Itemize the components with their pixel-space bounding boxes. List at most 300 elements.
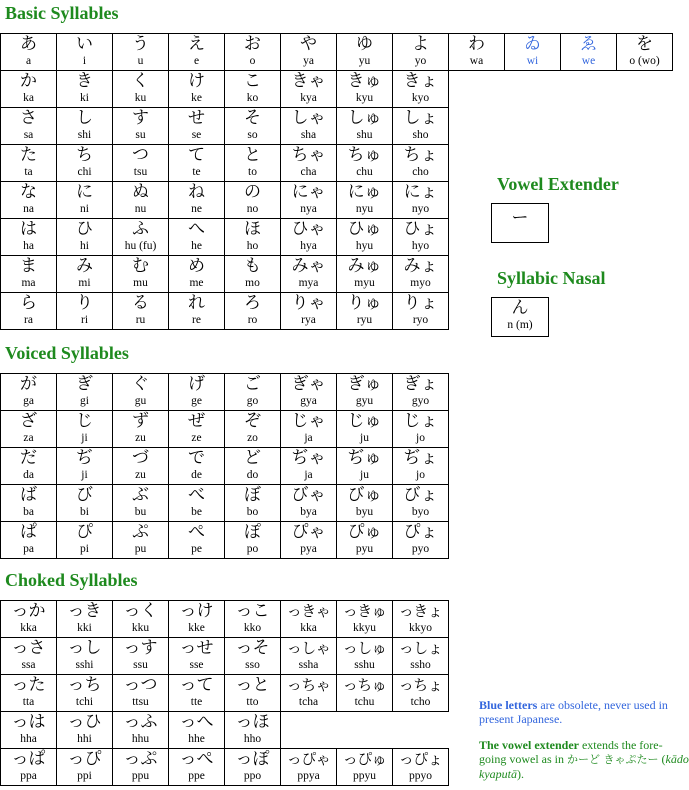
romaji: myu xyxy=(354,277,375,289)
romaji: byu xyxy=(355,506,374,518)
kana: ちょ xyxy=(403,145,438,165)
syllable-cell xyxy=(281,448,337,485)
kana: ぴ xyxy=(76,522,93,542)
kana: っち xyxy=(67,675,102,695)
romaji: ppo xyxy=(243,770,262,782)
romaji: ho xyxy=(246,240,259,252)
romaji: wi xyxy=(526,55,539,67)
syllable-row xyxy=(1,293,673,330)
syllable-cell xyxy=(337,374,393,411)
kana: っこ xyxy=(235,601,270,621)
romaji: gyu xyxy=(355,395,374,407)
kana: ぢゃ xyxy=(291,448,326,468)
syllable-cell xyxy=(281,293,337,330)
kana: っぽ xyxy=(235,749,270,769)
kana: っちょ xyxy=(398,676,443,694)
romaji: he xyxy=(191,240,202,252)
syllable-cell xyxy=(337,256,393,293)
syllable-row xyxy=(1,108,673,145)
romaji: hhe xyxy=(188,733,205,745)
syllabic-nasal-kana: ん xyxy=(511,298,529,318)
romaji: pu xyxy=(134,543,147,555)
kana: びょ xyxy=(403,485,438,505)
syllable-cell xyxy=(225,411,281,448)
kana: っし xyxy=(67,638,102,658)
romaji: kya xyxy=(300,92,317,104)
romaji: bya xyxy=(300,506,317,518)
syllable-cell xyxy=(393,601,449,638)
vowel-extender-kana: ー xyxy=(511,208,529,228)
romaji: zu xyxy=(135,432,146,444)
syllable-cell xyxy=(169,256,225,293)
syllable-cell xyxy=(225,145,281,182)
romaji: byo xyxy=(411,506,430,518)
kana: い xyxy=(76,34,93,54)
kana: っふ xyxy=(123,712,158,732)
syllable-cell xyxy=(169,411,225,448)
syllable-cell xyxy=(281,638,337,675)
kana: お xyxy=(244,34,261,54)
syllable-cell xyxy=(57,219,113,256)
syllable-row xyxy=(1,749,449,786)
syllable-cell xyxy=(169,522,225,559)
kana: しょ xyxy=(403,108,438,128)
syllable-cell xyxy=(337,219,393,256)
note-extender-romaji: kādo kyaputā xyxy=(479,752,689,781)
kana: た xyxy=(20,145,37,165)
romaji: jo xyxy=(416,432,425,444)
syllable-cell xyxy=(337,182,393,219)
romaji: de xyxy=(191,469,202,481)
syllable-cell xyxy=(1,182,57,219)
kana: ぢ xyxy=(76,448,93,468)
kana: っそ xyxy=(235,638,270,658)
kana: っき xyxy=(67,601,102,621)
syllable-cell xyxy=(169,108,225,145)
heading-choked-syllables: Choked Syllables xyxy=(5,570,138,590)
romaji: ni xyxy=(80,203,89,215)
romaji: ja xyxy=(304,432,313,444)
romaji: hho xyxy=(243,733,262,745)
kana: りょ xyxy=(403,293,438,313)
kana: ら xyxy=(20,293,37,313)
romaji: kke xyxy=(188,622,205,634)
syllable-cell xyxy=(337,485,393,522)
kana: の xyxy=(244,182,261,202)
kana: って xyxy=(179,675,214,695)
romaji: nyu xyxy=(355,203,374,215)
romaji: to xyxy=(248,166,257,178)
syllable-cell xyxy=(225,34,281,71)
note-extender-kana: かーど きゃぷたー xyxy=(567,753,659,766)
syllable-cell xyxy=(113,293,169,330)
kana: っか xyxy=(11,601,46,621)
syllable-cell xyxy=(393,749,449,786)
kana: あ xyxy=(20,34,37,54)
romaji: ppe xyxy=(188,770,205,782)
kana: こ xyxy=(244,71,261,91)
romaji: shu xyxy=(356,129,373,141)
romaji: kyu xyxy=(355,92,374,104)
kana: じゅ xyxy=(347,411,382,431)
romaji: sshi xyxy=(75,659,94,671)
romaji: ta xyxy=(24,166,33,178)
kana: きょ xyxy=(403,71,438,91)
kana: びゃ xyxy=(291,485,326,505)
kana: り xyxy=(76,293,93,313)
syllable-cell xyxy=(225,182,281,219)
syllable-cell xyxy=(225,638,281,675)
kana: っせ xyxy=(179,638,214,658)
kana: ぎょ xyxy=(403,374,438,394)
romaji: pyu xyxy=(355,543,374,555)
kana: にゅ xyxy=(347,182,382,202)
romaji: kko xyxy=(243,622,262,634)
romaji: nu xyxy=(134,203,147,215)
syllable-row xyxy=(1,675,449,712)
kana: ふ xyxy=(132,219,149,239)
romaji: ge xyxy=(191,395,202,407)
syllable-cell xyxy=(225,675,281,712)
syllable-cell xyxy=(393,448,449,485)
romaji: o (wo) xyxy=(629,55,660,67)
heading-syllabic-nasal: Syllabic Nasal xyxy=(497,268,606,288)
note-obsolete-letters xyxy=(479,698,689,726)
romaji: chi xyxy=(77,166,92,178)
kana: か xyxy=(20,71,37,91)
kana: へ xyxy=(188,219,205,239)
syllable-cell xyxy=(113,34,169,71)
syllable-cell xyxy=(57,108,113,145)
syllable-cell xyxy=(225,256,281,293)
romaji: re xyxy=(192,314,201,326)
romaji: bo xyxy=(246,506,259,518)
romaji: kki xyxy=(77,622,92,634)
romaji: pyo xyxy=(411,543,430,555)
romaji: ppa xyxy=(20,770,37,782)
romaji: hyo xyxy=(411,240,430,252)
syllable-cell xyxy=(57,448,113,485)
syllable-cell xyxy=(57,638,113,675)
romaji: ssha xyxy=(298,659,319,671)
kana: しゅ xyxy=(347,108,382,128)
romaji: kkyo xyxy=(409,622,432,634)
romaji: o xyxy=(249,55,256,67)
syllable-cell xyxy=(113,182,169,219)
kana: ぢょ xyxy=(403,448,438,468)
syllable-cell xyxy=(393,522,449,559)
syllable-row xyxy=(1,485,449,522)
syllable-cell xyxy=(57,601,113,638)
kana: ひ xyxy=(76,219,93,239)
syllable-cell xyxy=(57,34,113,71)
romaji: bi xyxy=(80,506,89,518)
kana: ぐ xyxy=(132,374,149,394)
romaji: myo xyxy=(410,277,431,289)
voiced-syllables-table xyxy=(0,373,449,559)
kana: ま xyxy=(20,256,37,276)
kana: け xyxy=(188,71,205,91)
kana: ゆ xyxy=(356,34,373,54)
kana: み xyxy=(76,256,93,276)
kana: を xyxy=(636,34,653,54)
kana: りゃ xyxy=(291,293,326,313)
kana: び xyxy=(76,485,93,505)
syllable-cell xyxy=(169,34,225,71)
kana: ぶ xyxy=(132,485,149,505)
heading-basic-syllables: Basic Syllables xyxy=(5,3,119,23)
romaji: ka xyxy=(23,92,34,104)
kana: な xyxy=(20,182,37,202)
syllable-cell xyxy=(57,182,113,219)
kana: ぜ xyxy=(188,411,205,431)
kana: し xyxy=(76,108,93,128)
syllable-cell xyxy=(113,601,169,638)
syllable-cell xyxy=(57,675,113,712)
romaji: cha xyxy=(300,166,317,178)
kana: よ xyxy=(412,34,429,54)
kana: みゅ xyxy=(347,256,382,276)
kana: や xyxy=(300,34,317,54)
romaji: hhu xyxy=(131,733,150,745)
romaji: pe xyxy=(191,543,202,555)
kana: にゃ xyxy=(291,182,326,202)
note-extender-text: extends the fore-going vowel as in xyxy=(479,738,663,766)
note-vowel-extender xyxy=(479,738,689,781)
syllable-cell xyxy=(57,749,113,786)
syllable-cell xyxy=(169,485,225,522)
romaji: mo xyxy=(245,277,260,289)
syllable-cell xyxy=(337,411,393,448)
romaji: cho xyxy=(412,166,429,178)
syllable-row xyxy=(1,712,449,749)
kana: っけ xyxy=(179,601,214,621)
kana: きゃ xyxy=(291,71,326,91)
syllable-cell xyxy=(169,71,225,108)
romaji: mya xyxy=(298,277,319,289)
romaji: ppyu xyxy=(353,770,376,782)
choked-syllables-table xyxy=(0,600,449,786)
syllable-cell xyxy=(1,675,57,712)
kana: っぱ xyxy=(11,749,46,769)
syllable-cell xyxy=(393,34,449,71)
kana: しゃ xyxy=(291,108,326,128)
kana: き xyxy=(76,71,93,91)
kana: は xyxy=(20,219,37,239)
kana: ざ xyxy=(20,411,37,431)
syllable-row xyxy=(1,374,449,411)
syllable-cell xyxy=(1,522,57,559)
romaji: ryo xyxy=(412,314,429,326)
kana: め xyxy=(188,256,205,276)
romaji: a xyxy=(25,55,32,67)
syllable-cell xyxy=(393,71,449,108)
syllable-cell xyxy=(281,256,337,293)
kana: ひょ xyxy=(403,219,438,239)
syllable-cell xyxy=(169,293,225,330)
kana: わ xyxy=(468,34,485,54)
syllable-cell xyxy=(281,34,337,71)
kana: ほ xyxy=(244,219,261,239)
romaji: rya xyxy=(301,314,316,326)
romaji: tcho xyxy=(410,696,431,708)
syllable-cell xyxy=(281,411,337,448)
romaji: no xyxy=(246,203,259,215)
romaji: ji xyxy=(81,469,88,481)
syllable-cell xyxy=(393,638,449,675)
syllable-cell xyxy=(281,108,337,145)
syllable-cell xyxy=(337,601,393,638)
syllable-cell xyxy=(169,448,225,485)
romaji: go xyxy=(246,395,259,407)
syllabic-nasal-romaji: n (m) xyxy=(507,319,533,331)
syllable-cell xyxy=(57,522,113,559)
kana: じゃ xyxy=(291,411,326,431)
romaji: tta xyxy=(22,696,35,708)
romaji: so xyxy=(247,129,258,141)
heading-voiced-syllables: Voiced Syllables xyxy=(5,343,129,363)
kana: で xyxy=(188,448,205,468)
kana: も xyxy=(244,256,261,276)
romaji: ssu xyxy=(133,659,148,671)
syllable-cell xyxy=(57,71,113,108)
syllable-cell xyxy=(1,293,57,330)
syllable-cell xyxy=(113,712,169,749)
syllable-cell xyxy=(225,522,281,559)
romaji: do xyxy=(246,469,259,481)
romaji: po xyxy=(246,543,259,555)
syllable-cell xyxy=(169,219,225,256)
syllable-cell xyxy=(393,374,449,411)
syllable-cell xyxy=(281,749,337,786)
kana: ぬ xyxy=(132,182,149,202)
romaji: su xyxy=(135,129,146,141)
romaji: tcha xyxy=(298,696,319,708)
romaji: ze xyxy=(191,432,202,444)
syllable-cell xyxy=(113,219,169,256)
kana: ね xyxy=(188,182,205,202)
kana: っと xyxy=(235,675,270,695)
syllable-row xyxy=(1,638,449,675)
kana: ぽ xyxy=(244,522,261,542)
syllable-cell xyxy=(337,293,393,330)
romaji: ke xyxy=(191,92,202,104)
syllable-cell xyxy=(393,485,449,522)
syllable-cell xyxy=(1,749,57,786)
kana: っしゃ xyxy=(286,639,331,657)
kana: っきょ xyxy=(398,602,443,620)
syllable-row xyxy=(1,522,449,559)
syllable-cell xyxy=(113,749,169,786)
kana: っちゃ xyxy=(286,676,331,694)
kana: ちゃ xyxy=(291,145,326,165)
romaji: ppi xyxy=(77,770,92,782)
syllable-cell xyxy=(393,182,449,219)
romaji: kka xyxy=(300,622,317,634)
syllable-cell xyxy=(1,256,57,293)
syllable-cell xyxy=(113,108,169,145)
syllable-row xyxy=(1,219,673,256)
romaji: ra xyxy=(24,314,33,326)
romaji: wa xyxy=(469,55,484,67)
romaji: bu xyxy=(134,506,147,518)
romaji: gyo xyxy=(411,395,430,407)
kana: ぎ xyxy=(76,374,93,394)
romaji: zo xyxy=(247,432,258,444)
syllable-cell xyxy=(1,601,57,638)
romaji: ru xyxy=(135,314,146,326)
kana: ぺ xyxy=(188,522,205,542)
syllable-cell xyxy=(281,374,337,411)
romaji: ppyo xyxy=(409,770,432,782)
romaji: ya xyxy=(303,55,314,67)
romaji: shi xyxy=(77,129,92,141)
romaji: tto xyxy=(246,696,259,708)
romaji: ga xyxy=(23,395,34,407)
romaji: ppya xyxy=(297,770,320,782)
note-extender-paren-close: ). xyxy=(517,767,524,781)
syllabic-nasal-box xyxy=(491,297,549,337)
kana: く xyxy=(132,71,149,91)
romaji: sho xyxy=(412,129,429,141)
romaji: te xyxy=(192,166,201,178)
vowel-extender-box xyxy=(491,203,549,243)
romaji: sshu xyxy=(354,659,375,671)
kana: ひゃ xyxy=(291,219,326,239)
romaji: ki xyxy=(80,92,89,104)
kana: っぴゅ xyxy=(342,750,387,768)
kana: ぴょ xyxy=(403,522,438,542)
syllable-cell xyxy=(57,411,113,448)
kana: る xyxy=(132,293,149,313)
syllable-cell xyxy=(337,34,393,71)
syllable-cell xyxy=(225,219,281,256)
kana: っつ xyxy=(123,675,158,695)
kana: じょ xyxy=(403,411,438,431)
syllable-cell xyxy=(1,145,57,182)
syllable-cell xyxy=(393,411,449,448)
syllable-cell xyxy=(225,108,281,145)
romaji: sha xyxy=(300,129,317,141)
syllable-cell xyxy=(57,374,113,411)
romaji: hha xyxy=(20,733,37,745)
syllable-cell xyxy=(281,71,337,108)
syllable-row xyxy=(1,34,673,71)
romaji: sa xyxy=(23,129,34,141)
romaji: ro xyxy=(247,314,258,326)
kana: べ xyxy=(188,485,205,505)
romaji: ja xyxy=(304,469,313,481)
romaji: ha xyxy=(23,240,34,252)
romaji: gi xyxy=(80,395,89,407)
syllable-cell xyxy=(113,256,169,293)
syllable-cell xyxy=(281,182,337,219)
kana: っぴょ xyxy=(398,750,443,768)
syllable-cell xyxy=(393,293,449,330)
romaji: pa xyxy=(23,543,34,555)
syllable-cell xyxy=(169,749,225,786)
kana: っぷ xyxy=(123,749,158,769)
syllable-cell xyxy=(169,374,225,411)
kana: づ xyxy=(132,448,149,468)
kana: っぴゃ xyxy=(286,750,331,768)
kana: ぞ xyxy=(244,411,261,431)
romaji: ku xyxy=(134,92,147,104)
syllable-cell xyxy=(337,448,393,485)
syllable-cell xyxy=(1,712,57,749)
romaji: sso xyxy=(245,659,260,671)
kana: っちゅ xyxy=(342,676,387,694)
